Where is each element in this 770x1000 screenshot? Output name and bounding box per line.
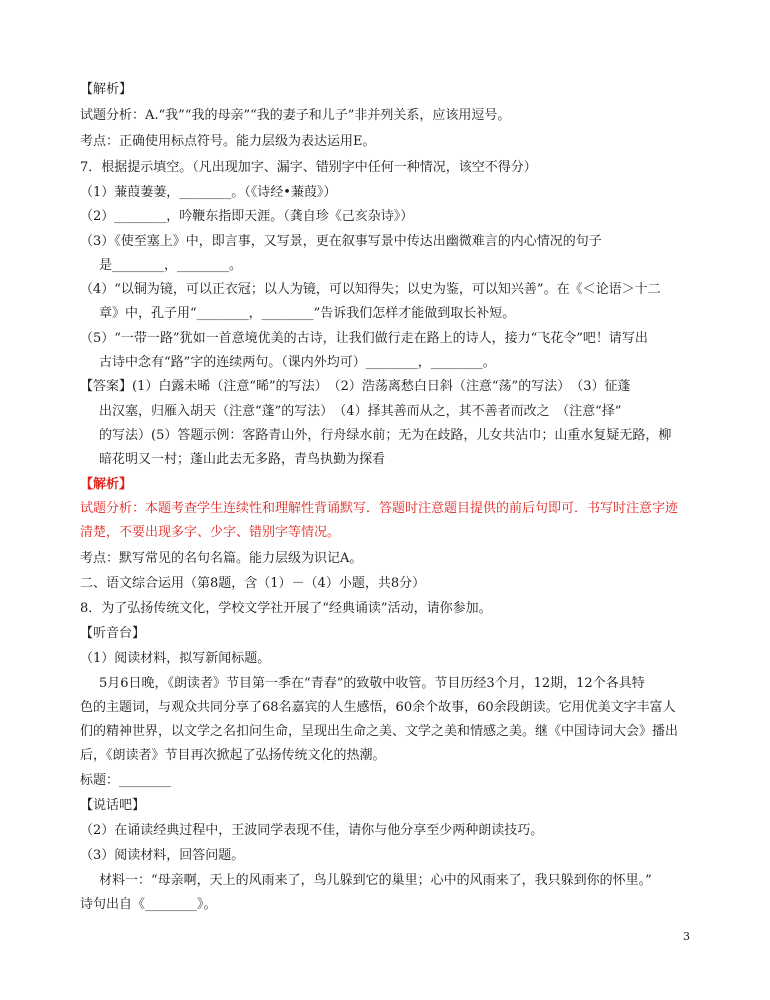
question-7-item-4-cont: 章》中，孔子用“________，________”告诉我们怎样才能做到取长补短。 bbox=[99, 306, 516, 321]
question-7-item-1: （1）蒹葭萋萋，________。（《诗经•蒹葭》） bbox=[80, 185, 337, 200]
material-one-text: 材料一：“母亲啊，天上的风雨来了，鸟儿躲到它的巢里；心中的风雨来了，我只躲到你的怀里。” bbox=[99, 873, 652, 888]
analysis-heading: 【解析】 bbox=[80, 82, 133, 97]
answer-line-4: 暗花明又一村；蓬山此去无多路，青鸟执勤为探看 bbox=[99, 452, 386, 467]
question-7-item-5: （5）“一带一路”犹如一首意境优美的古诗，让我们做行走在路上的诗人，接力“飞花令”吧！请写出 bbox=[80, 331, 648, 346]
headline-blank: 标题：________ bbox=[80, 773, 172, 788]
question-7-item-3-cont: 是________，________。 bbox=[99, 258, 243, 273]
answer-line-2: 出汉塞，归雁入胡天（注意“蓬”的写法） （4）择其善而从之，其不善者而改之 （注意“择” bbox=[99, 404, 622, 419]
answer-line-1: 【答案】(1）白露未晞（注意“晞”的写法） （2）浩荡离愁白日斜（注意“荡”的写法） （3）征蓬 bbox=[80, 379, 631, 394]
question-8-item-2: （2）在诵读经典过程中，王波同学表现不佳，请你与他分享至少两种朗读技巧。 bbox=[80, 823, 544, 838]
news-material-line-2: 色的主题词，与观众共同分享了68名嘉宾的人生感悟，60余个故事，60余段朗读。它用优美文字丰富人 bbox=[80, 700, 676, 715]
question-7-item-2: （2）________，吟鞭东指即天涯。（龚自珍《己亥杂诗》） bbox=[80, 209, 414, 224]
question-7-stem: 7．根据提示填空。（凡出现加字、漏字、错别字中任何一种情况，该空不得分） bbox=[80, 160, 537, 175]
page-number: 3 bbox=[683, 930, 690, 943]
question-7-item-5-cont: 古诗中念有“路”字的连续两句。（课内外均可）________，________。 bbox=[99, 355, 496, 370]
answer-line-3: 的写法）(5）答题示例：客路青山外，行舟绿水前；无为在歧路，儿女共沾巾；山重水复疑无路，柳 bbox=[99, 428, 672, 443]
testpoint-text: 考点：正确使用标点符号。能力层级为表达运用E。 bbox=[80, 134, 376, 149]
question-8-stem: 8．为了弘扬传统文化，学校文学社开展了“经典诵读”活动，请你参加。 bbox=[80, 601, 492, 616]
question-7-item-3: （3）《使至塞上》中，即言事，又写景，更在叙事写景中传达出幽微难言的内心情况的句子 bbox=[80, 234, 602, 249]
question-7-item-4: （4）“以铜为镜，可以正衣冠；以人为镜，可以知得失；以史为鉴，可以知兴善”。在《＜论语＞十二 bbox=[80, 282, 661, 297]
news-material-line-1: 5月6日晚，《朗读者》节目第一季在“青春”的致敬中收管。节目历经3个月，12期，12个各具特 bbox=[99, 676, 645, 691]
testpoint-text-2: 考点：默写常见的名句名篇。能力层级为识记A。 bbox=[80, 551, 363, 566]
listening-heading: 【听音台】 bbox=[80, 626, 146, 641]
analysis-red-line-1: 试题分析：本题考查学生连续性和理解性背诵默写．答题时注意题目提供的前后句即可．书写时注意字迹 bbox=[80, 501, 679, 516]
speaking-heading: 【说话吧】 bbox=[80, 798, 146, 813]
analysis-red-line-2: 清楚，不要出现多字、少字、错别字等情况。 bbox=[80, 525, 341, 540]
section-two-heading: 二、语文综合运用（第8题，含（1）－（4）小题，共8分） bbox=[80, 576, 426, 591]
news-material-line-3: 们的精神世界，以文学之名扣问生命，呈现出生命之美、文学之美和情感之美。继《中国诗词大会》播出 bbox=[80, 724, 679, 739]
analysis-heading-red: 【解析】 bbox=[80, 477, 133, 492]
analysis-text: 试题分析：A.“我”“我的母亲”“我的妻子和儿子”非并列关系，应该用逗号。 bbox=[80, 108, 511, 123]
question-8-item-3: （3）阅读材料，回答问题。 bbox=[80, 848, 245, 863]
poem-source-blank: 诗句出自《________》。 bbox=[80, 897, 217, 912]
question-8-item-1: （1）阅读材料，拟写新闻标题。 bbox=[80, 651, 271, 666]
news-material-line-4: 后，《朗读者》节目再次掀起了弘扬传统文化的热潮。 bbox=[80, 748, 386, 763]
